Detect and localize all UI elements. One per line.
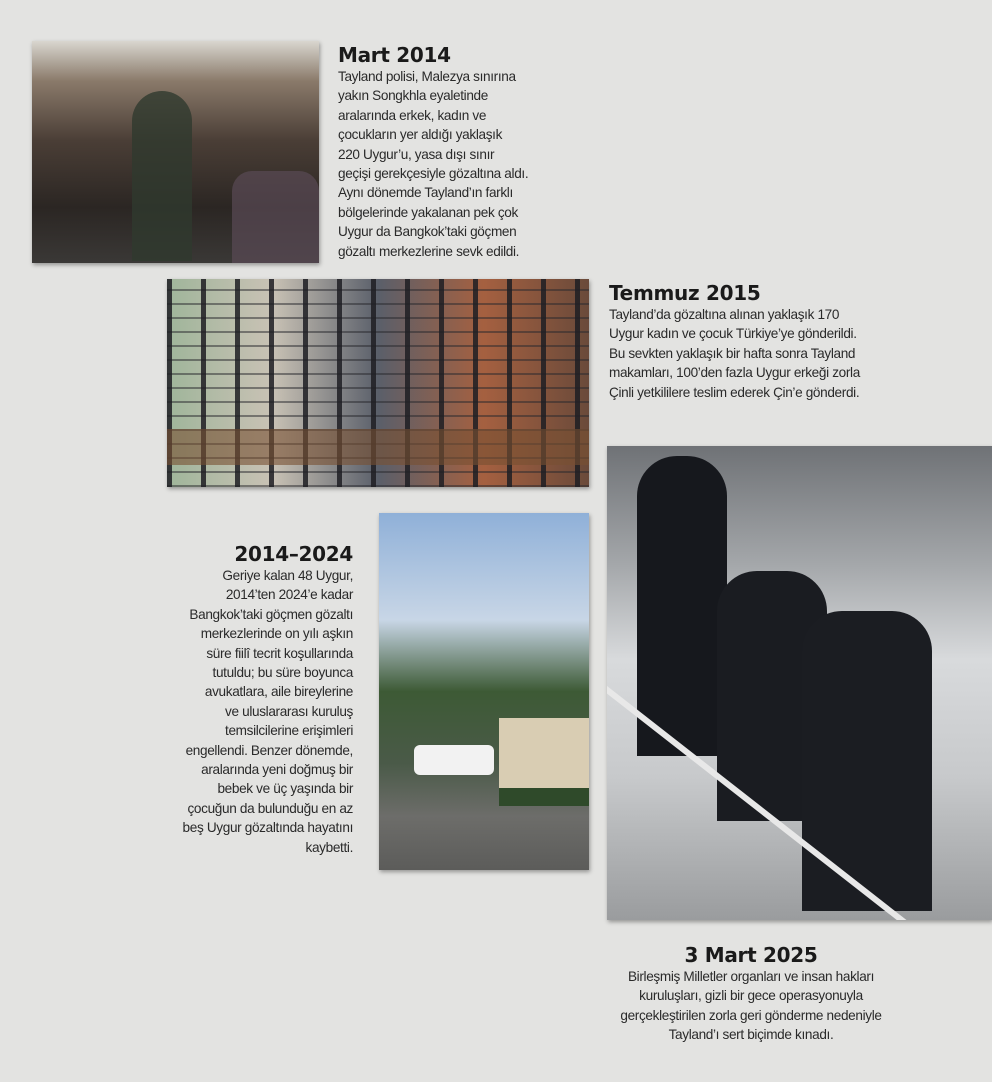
- text-line: engellendi. Benzer dönemde,: [185, 742, 353, 758]
- text-line: kuruluşları, gizli bir gece operasyonuyla: [639, 988, 863, 1004]
- text-line: ve uluslararası kuruluş: [225, 703, 353, 719]
- text-line: aralarında erkek, kadın ve: [338, 107, 487, 123]
- text-line: Geriye kalan 48 Uygur,: [222, 568, 353, 583]
- event-2014-2024: [183, 542, 353, 857]
- photo-deportation-plane-stairs: [607, 446, 992, 920]
- event-description: [600, 967, 902, 1045]
- photo-immigration-detention-center: [379, 513, 589, 870]
- event-title: 3 Mart 2025: [684, 943, 818, 967]
- text-line: tutuldu; bu süre boyunca: [212, 665, 353, 681]
- text-line: gözaltı merkezlerine sevk edildi.: [338, 243, 520, 259]
- event-description: [609, 305, 860, 402]
- text-line: kaybetti.: [305, 839, 353, 855]
- text-line: Tayland’da gözaltına alınan yaklaşık 170: [609, 307, 840, 322]
- photo-detainees-behind-cage: [167, 279, 589, 487]
- text-line: süre fiilî tecrit koşullarında: [206, 645, 353, 661]
- text-line: Bangkok’taki göçmen gözaltı: [189, 606, 353, 622]
- text-line: gerçekleştirilen zorla geri gönderme nedeniyle: [620, 1007, 882, 1023]
- text-line: merkezlerinde on yılı aşkın: [200, 626, 353, 642]
- photo-detained-uyghurs-crowd: [32, 41, 319, 263]
- event-temmuz-2015: [609, 281, 860, 402]
- event-title: Temmuz 2015: [609, 281, 761, 305]
- event-title: 2014–2024: [234, 542, 353, 566]
- event-description: [183, 566, 353, 857]
- event-description: [338, 67, 528, 261]
- text-line: bebek ve üç yaşında bir: [217, 781, 353, 797]
- text-line: 2014’ten 2024’e kadar: [225, 587, 353, 603]
- text-line: Aynı dönemde Tayland’ın farklı: [338, 185, 513, 201]
- event-3-mart-2025: [600, 943, 902, 1045]
- text-line: avukatlara, aile bireylerine: [204, 684, 353, 700]
- text-line: geçişi gerekçesiyle gözaltına aldı.: [338, 166, 529, 182]
- text-line: bölgelerinde yakalanan pek çok: [338, 204, 518, 220]
- text-line: çocukların yer aldığı yaklaşık: [338, 127, 503, 143]
- text-line: yakın Songkhla eyaletinde: [338, 88, 488, 104]
- text-line: aralarında yeni doğmuş bir: [201, 762, 353, 778]
- text-line: makamları, 100’den fazla Uygur erkeği zorla: [609, 365, 860, 381]
- event-mart-2014: [338, 43, 528, 261]
- text-line: Uygur kadın ve çocuk Türkiye’ye gönderildi.: [609, 326, 857, 342]
- text-line: 220 Uygur’u, yasa dışı sınır: [338, 146, 495, 162]
- text-line: çocuğun da bulunduğu en az: [187, 800, 353, 816]
- text-line: Uygur da Bangkok’taki göçmen: [338, 224, 517, 240]
- event-title: Mart 2014: [338, 43, 451, 67]
- text-line: Tayland’ı sert biçimde kınadı.: [668, 1027, 834, 1043]
- text-line: Çinli yetkililere teslim ederek Çin’e gönderdi.: [609, 384, 860, 400]
- text-line: temsilcilerine erişimleri: [225, 723, 353, 739]
- text-line: Tayland polisi, Malezya sınırına: [338, 69, 516, 84]
- text-line: Birleşmiş Milletler organları ve insan hakları: [627, 969, 875, 984]
- text-line: beş Uygur gözaltında hayatını: [182, 820, 353, 836]
- text-line: Bu sevkten yaklaşık bir hafta sonra Tayland: [609, 345, 856, 361]
